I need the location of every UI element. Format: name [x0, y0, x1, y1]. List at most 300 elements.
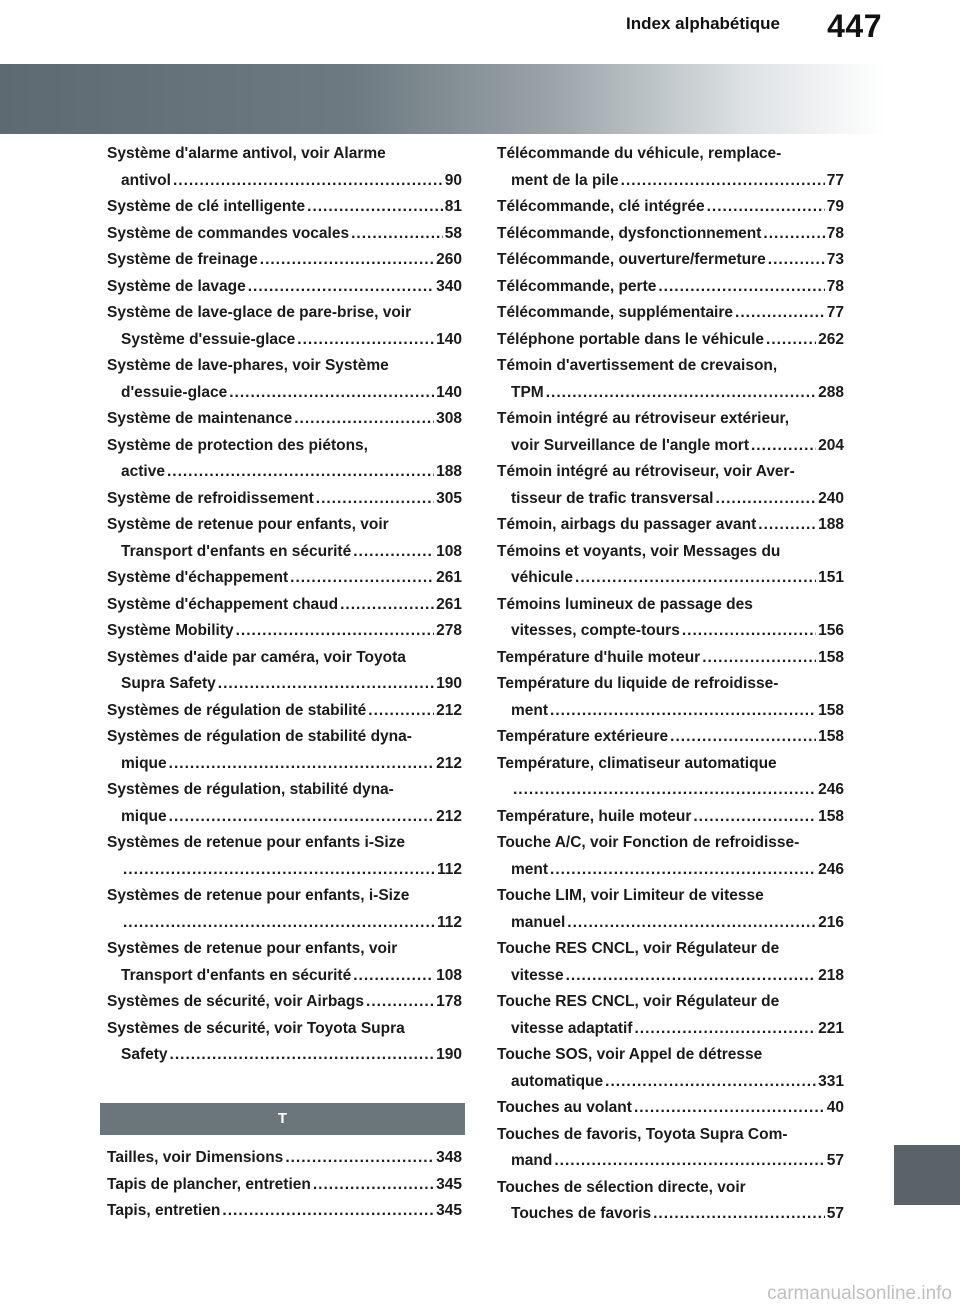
- entry-line: [497, 353, 844, 380]
- entry-line: [107, 618, 462, 645]
- entry-text: Télécommande, clé intégrée: [497, 198, 705, 215]
- entry-text: Système de lave-glace de pare-brise, voir: [107, 304, 412, 321]
- entry-continuation-line: [107, 459, 462, 486]
- section-title: Index alphabétique: [626, 14, 780, 33]
- dot-leader: [670, 724, 816, 751]
- entry-text: Systèmes de sécurité, voir Airbags: [107, 993, 365, 1010]
- dot-leader: [653, 1201, 825, 1228]
- entry-page-number: 79: [826, 198, 844, 215]
- entry-text: automatique: [511, 1072, 604, 1090]
- entry-line: [107, 698, 462, 725]
- index-entry: [497, 512, 844, 539]
- entry-page-number: 246: [818, 781, 844, 798]
- entry-text: Système de protection des piétons,: [107, 436, 368, 454]
- index-entry: [497, 724, 844, 751]
- entry-line: [497, 989, 844, 1016]
- index-entry: [107, 141, 462, 194]
- entry-line: [497, 592, 844, 619]
- entry-line: [107, 883, 462, 910]
- entry-line: [107, 1016, 462, 1043]
- entry-continuation-line: [497, 168, 844, 195]
- index-entry: [107, 777, 462, 830]
- entry-continuation-line: [107, 857, 462, 884]
- dot-leader: [368, 698, 434, 725]
- dot-leader: [550, 698, 816, 725]
- entry-continuation-line: [107, 327, 462, 354]
- entry-text: vitesses, compte-tours: [511, 622, 680, 639]
- dot-leader: [229, 380, 434, 407]
- entry-text: Télécommande, dysfonctionnement: [497, 224, 762, 242]
- entry-page-number: 112: [436, 860, 462, 878]
- entry-text: Système d'alarme antivol, voir Alarme: [107, 145, 386, 162]
- entry-text: Systèmes de régulation de stabilité dyna-: [107, 728, 412, 745]
- index-entry: [497, 1042, 844, 1095]
- index-entry: [497, 804, 844, 831]
- entry-line: [107, 194, 462, 221]
- entry-line: [497, 274, 844, 301]
- index-entry: [107, 274, 462, 301]
- page-header: [0, 0, 960, 52]
- entry-line: [497, 645, 844, 672]
- dot-leader: [634, 1095, 825, 1122]
- entry-text: ment: [511, 701, 549, 719]
- entry-line: [497, 1042, 844, 1069]
- entry-text: Système de lave-phares, voir Système: [107, 357, 389, 374]
- entry-continuation-line: [497, 698, 844, 725]
- entry-text: Système d'échappement chaud: [107, 595, 339, 613]
- entry-page-number: 340: [436, 277, 462, 295]
- dot-leader: [715, 486, 816, 513]
- dot-leader: [290, 565, 434, 592]
- entry-text: Touches au volant: [497, 1099, 632, 1116]
- index-entry: [107, 883, 462, 936]
- entry-continuation-line: [497, 963, 844, 990]
- entry-continuation-line: [497, 1148, 844, 1175]
- entry-text: mand: [511, 1152, 553, 1169]
- index-entry: [107, 830, 462, 883]
- dot-leader: [248, 274, 434, 301]
- dot-leader: [566, 963, 817, 990]
- entry-line: [497, 804, 844, 831]
- index-entry: [107, 698, 462, 725]
- entry-text: Touches de favoris: [511, 1205, 652, 1222]
- entry-line: [107, 724, 462, 751]
- entry-text: mique: [121, 807, 167, 825]
- entry-text: Système de clé intelligente: [107, 198, 306, 215]
- entry-text: Systèmes d'aide par caméra, voir Toyota: [107, 648, 406, 666]
- index-entry: [497, 936, 844, 989]
- dot-leader: [546, 380, 816, 407]
- entry-text: Tapis de plancher, entretien: [107, 1175, 311, 1193]
- index-entry: [497, 1095, 844, 1122]
- entry-page-number: 90: [444, 171, 462, 189]
- entry-line: [107, 565, 462, 592]
- index-entry: [497, 671, 844, 724]
- entry-line: [107, 936, 462, 963]
- index-entry: [107, 645, 462, 698]
- entry-line: [107, 1145, 462, 1172]
- entry-continuation-line: [497, 433, 844, 460]
- page-number: 447: [827, 8, 882, 44]
- entry-text: Transport d'enfants en sécurité: [121, 966, 352, 984]
- index-entry: [497, 459, 844, 512]
- dot-leader: [605, 1069, 816, 1096]
- dot-leader: [693, 804, 816, 831]
- entry-page-number: 288: [818, 383, 844, 401]
- index-entry: [107, 300, 462, 353]
- entry-line: [497, 936, 844, 963]
- entry-text: Témoins lumineux de passage des: [497, 595, 753, 613]
- index-entry: [107, 936, 462, 989]
- entry-continuation-line: [497, 910, 844, 937]
- dot-leader: [169, 804, 434, 831]
- index-entry: [497, 592, 844, 645]
- dot-leader: [353, 963, 434, 990]
- entry-page-number: 81: [444, 198, 462, 215]
- dot-leader: [575, 565, 816, 592]
- index-entry: [497, 221, 844, 248]
- entry-line: [497, 883, 844, 910]
- index-entry: [497, 406, 844, 459]
- entry-page-number: 178: [436, 993, 462, 1010]
- entry-page-number: 78: [826, 224, 844, 242]
- entry-text: Système de commandes vocales: [107, 224, 350, 242]
- index-column-left: [107, 141, 462, 1069]
- entry-text: Touche LIM, voir Limiteur de vitesse: [497, 887, 764, 904]
- entry-text: Témoin d'avertissement de crevaison,: [497, 357, 778, 374]
- entry-text: Système de maintenance: [107, 410, 293, 427]
- index-entry: [107, 512, 462, 565]
- entry-line: [497, 300, 844, 327]
- entry-line: [107, 221, 462, 248]
- dot-leader: [260, 247, 434, 274]
- entry-page-number: 57: [826, 1205, 844, 1222]
- entry-continuation-line: [107, 910, 462, 937]
- entry-line: [107, 989, 462, 1016]
- entry-page-number: 261: [436, 595, 462, 613]
- entry-page-number: 158: [818, 648, 844, 666]
- entry-text: Témoin intégré au rétroviseur extérieur,: [497, 410, 790, 427]
- entry-page-number: 40: [826, 1099, 844, 1116]
- index-entry: [107, 194, 462, 221]
- entry-text: Systèmes de retenue pour enfants i-Size: [107, 834, 406, 851]
- index-entry: [497, 327, 844, 354]
- entry-text: Température extérieure: [497, 728, 669, 745]
- entry-line: [107, 1198, 462, 1225]
- entry-text: mique: [121, 754, 167, 772]
- entry-line: [497, 671, 844, 698]
- entry-text: Système de refroidissement: [107, 489, 314, 507]
- entry-line: [107, 247, 462, 274]
- entry-line: [107, 645, 462, 672]
- entry-line: [497, 1095, 844, 1122]
- entry-continuation-line: [497, 1069, 844, 1096]
- entry-text: Température, huile moteur: [497, 807, 692, 825]
- index-entry: [107, 989, 462, 1016]
- entry-page-number: 216: [818, 913, 844, 931]
- entry-page-number: 156: [818, 622, 844, 639]
- index-entry: [497, 883, 844, 936]
- entry-text: Systèmes de régulation de stabilité: [107, 701, 367, 719]
- entry-page-number: 73: [826, 251, 844, 268]
- dot-leader: [340, 592, 434, 619]
- dot-leader: [351, 221, 443, 248]
- entry-text: Systèmes de retenue pour enfants, i-Size: [107, 887, 410, 904]
- index-entry: [497, 1122, 844, 1175]
- entry-page-number: 278: [436, 622, 462, 639]
- entry-text: Tailles, voir Dimensions: [107, 1149, 284, 1166]
- dot-leader: [702, 645, 816, 672]
- entry-page-number: 246: [818, 860, 844, 878]
- dot-leader: [297, 327, 434, 354]
- entry-continuation-line: [107, 751, 462, 778]
- entry-text: Témoin intégré au rétroviseur, voir Aver-: [497, 463, 795, 480]
- entry-page-number: 158: [818, 701, 844, 719]
- entry-text: Température d'huile moteur: [497, 648, 701, 666]
- entry-line: [497, 221, 844, 248]
- entry-text: d'essuie-glace: [121, 383, 228, 401]
- thumb-index-tab: [894, 1145, 960, 1205]
- entry-page-number: 158: [818, 807, 844, 825]
- entry-page-number: 140: [436, 383, 462, 401]
- entry-continuation-line: [497, 618, 844, 645]
- dot-leader: [758, 512, 816, 539]
- entry-text: Système de retenue pour enfants, voir: [107, 516, 389, 533]
- dot-leader: [236, 618, 435, 645]
- dot-leader: [167, 459, 434, 486]
- entry-text: vitesse: [511, 966, 564, 984]
- dot-leader: [751, 433, 816, 460]
- dot-leader: [513, 777, 816, 804]
- index-entry: [497, 830, 844, 883]
- entry-text: Safety: [121, 1046, 168, 1063]
- entry-page-number: 188: [818, 516, 844, 533]
- index-entry: [497, 300, 844, 327]
- entry-text: Touche SOS, voir Appel de détresse: [497, 1046, 763, 1063]
- dot-leader: [766, 327, 816, 354]
- entry-text: ment de la pile: [511, 171, 619, 189]
- entry-text: Système d'échappement: [107, 569, 289, 586]
- entry-page-number: 331: [818, 1072, 844, 1090]
- index-entry: [107, 1145, 462, 1172]
- dot-leader: [307, 194, 443, 221]
- entry-line: [107, 141, 462, 168]
- entry-text: Système de lavage: [107, 277, 246, 295]
- entry-text: antivol: [121, 171, 171, 189]
- entry-page-number: 308: [436, 410, 462, 427]
- entry-line: [497, 459, 844, 486]
- index-entry: [107, 565, 462, 592]
- entry-continuation-line: [107, 168, 462, 195]
- index-entry: [497, 141, 844, 194]
- index-entry: [497, 539, 844, 592]
- entry-page-number: 158: [818, 728, 844, 745]
- entry-page-number: 190: [436, 1046, 462, 1063]
- index-entry: [107, 486, 462, 513]
- dot-leader: [123, 910, 435, 937]
- entry-line: [107, 274, 462, 301]
- entry-page-number: 112: [436, 913, 462, 931]
- entry-page-number: 78: [826, 277, 844, 295]
- entry-page-number: 57: [826, 1152, 844, 1169]
- entry-text: vitesse adaptatif: [511, 1019, 633, 1037]
- entry-continuation-line: [107, 539, 462, 566]
- index-entry: [497, 274, 844, 301]
- entry-page-number: 140: [436, 330, 462, 348]
- index-entry: [497, 194, 844, 221]
- entry-text: active: [121, 463, 165, 480]
- dot-leader: [285, 1145, 434, 1172]
- dot-leader: [313, 1172, 434, 1199]
- index-entry: [107, 618, 462, 645]
- dot-leader: [294, 406, 434, 433]
- entry-continuation-line: [497, 1016, 844, 1043]
- entry-continuation-line: [497, 380, 844, 407]
- entry-line: [107, 406, 462, 433]
- entry-continuation-line: [497, 565, 844, 592]
- entry-text: tisseur de trafic transversal: [511, 489, 714, 507]
- entry-text: Touches de sélection directe, voir: [497, 1178, 746, 1196]
- entry-page-number: 190: [436, 675, 462, 692]
- entry-text: Supra Safety: [121, 675, 216, 692]
- entry-text: TPM: [511, 383, 544, 401]
- entry-continuation-line: [107, 1042, 462, 1069]
- dot-leader: [768, 247, 825, 274]
- entry-text: Télécommande du véhicule, remplace-: [497, 145, 782, 162]
- entry-line: [107, 300, 462, 327]
- dot-leader: [634, 1016, 816, 1043]
- entry-page-number: 188: [436, 463, 462, 480]
- entry-page-number: 218: [818, 966, 844, 984]
- entry-text: Téléphone portable dans le véhicule: [497, 330, 765, 348]
- entry-line: [497, 1175, 844, 1202]
- entry-page-number: 260: [436, 251, 462, 268]
- entry-page-number: 151: [818, 569, 844, 586]
- entry-text: Systèmes de régulation, stabilité dyna-: [107, 781, 394, 798]
- dot-leader: [763, 221, 824, 248]
- index-entry: [107, 1016, 462, 1069]
- entry-text: Systèmes de retenue pour enfants, voir: [107, 940, 398, 957]
- dot-leader: [123, 857, 435, 884]
- entry-line: [497, 539, 844, 566]
- index-entry: [497, 1175, 844, 1228]
- entry-page-number: 77: [826, 304, 844, 321]
- entry-continuation-line: [107, 804, 462, 831]
- entry-text: Transport d'enfants en sécurité: [121, 542, 352, 560]
- entry-page-number: 262: [818, 330, 844, 348]
- entry-page-number: 77: [826, 171, 844, 189]
- dot-leader: [554, 1148, 824, 1175]
- index-entry: [497, 645, 844, 672]
- entry-continuation-line: [497, 777, 844, 804]
- entry-continuation-line: [497, 1201, 844, 1228]
- dot-leader: [621, 168, 825, 195]
- entry-text: Télécommande, supplémentaire: [497, 304, 734, 321]
- index-entry: [497, 353, 844, 406]
- index-entry: [107, 406, 462, 433]
- entry-line: [497, 830, 844, 857]
- index-entry: [107, 221, 462, 248]
- dot-leader: [170, 1042, 435, 1069]
- entry-text: Température du liquide de refroidisse-: [497, 675, 779, 692]
- entry-page-number: 212: [436, 807, 462, 825]
- dot-leader: [567, 910, 816, 937]
- entry-line: [497, 1122, 844, 1149]
- entry-page-number: 212: [436, 754, 462, 772]
- entry-text: Systèmes de sécurité, voir Toyota Supra: [107, 1019, 405, 1037]
- entry-page-number: 345: [436, 1202, 462, 1219]
- index-entry: [107, 724, 462, 777]
- entry-continuation-line: [497, 486, 844, 513]
- entry-text: Touche A/C, voir Fonction de refroidisse-: [497, 834, 800, 851]
- entry-page-number: 108: [436, 966, 462, 984]
- entry-continuation-line: [497, 857, 844, 884]
- entry-line: [107, 353, 462, 380]
- entry-text: manuel: [511, 913, 566, 931]
- entry-line: [497, 406, 844, 433]
- entry-text: Télécommande, ouverture/fermeture: [497, 251, 766, 268]
- entry-page-number: 240: [818, 489, 844, 507]
- letter-header-t: T: [100, 1103, 465, 1135]
- dot-leader: [169, 751, 434, 778]
- entry-text: Système d'essuie-glace: [121, 330, 296, 348]
- index-column-t-section: [107, 1145, 462, 1225]
- index-column-right: [497, 141, 844, 1228]
- dot-leader: [222, 1198, 434, 1225]
- index-entry: [107, 1172, 462, 1199]
- entry-text: véhicule: [511, 569, 574, 586]
- entry-line: [107, 777, 462, 804]
- dot-leader: [735, 300, 825, 327]
- entry-text: voir Surveillance de l'angle mort: [511, 436, 749, 454]
- entry-line: [497, 751, 844, 778]
- entry-line: [497, 512, 844, 539]
- entry-page-number: 345: [436, 1175, 462, 1193]
- dot-leader: [353, 539, 434, 566]
- dot-leader: [707, 194, 825, 221]
- entry-line: [107, 486, 462, 513]
- index-entry: [107, 1198, 462, 1225]
- entry-page-number: 58: [444, 224, 462, 242]
- dot-leader: [173, 168, 443, 195]
- dot-leader: [366, 989, 434, 1016]
- entry-page-number: 204: [818, 436, 844, 454]
- entry-text: Témoin, airbags du passager avant: [497, 516, 757, 533]
- entry-page-number: 261: [436, 569, 462, 586]
- entry-line: [107, 1172, 462, 1199]
- entry-page-number: 221: [818, 1019, 844, 1037]
- entry-line: [107, 512, 462, 539]
- index-entry: [107, 247, 462, 274]
- entry-continuation-line: [107, 671, 462, 698]
- index-entry: [107, 592, 462, 619]
- entry-line: [107, 592, 462, 619]
- dot-leader: [316, 486, 434, 513]
- index-entry: [497, 247, 844, 274]
- index-entry: [107, 433, 462, 486]
- entry-page-number: 108: [436, 542, 462, 560]
- entry-continuation-line: [107, 380, 462, 407]
- entry-page-number: 212: [436, 701, 462, 719]
- entry-line: [107, 830, 462, 857]
- entry-line: [497, 194, 844, 221]
- dot-leader: [658, 274, 824, 301]
- index-entry: [497, 751, 844, 804]
- index-entry: [107, 353, 462, 406]
- entry-text: Témoins et voyants, voir Messages du: [497, 542, 781, 560]
- entry-line: [107, 433, 462, 460]
- dot-leader: [218, 671, 434, 698]
